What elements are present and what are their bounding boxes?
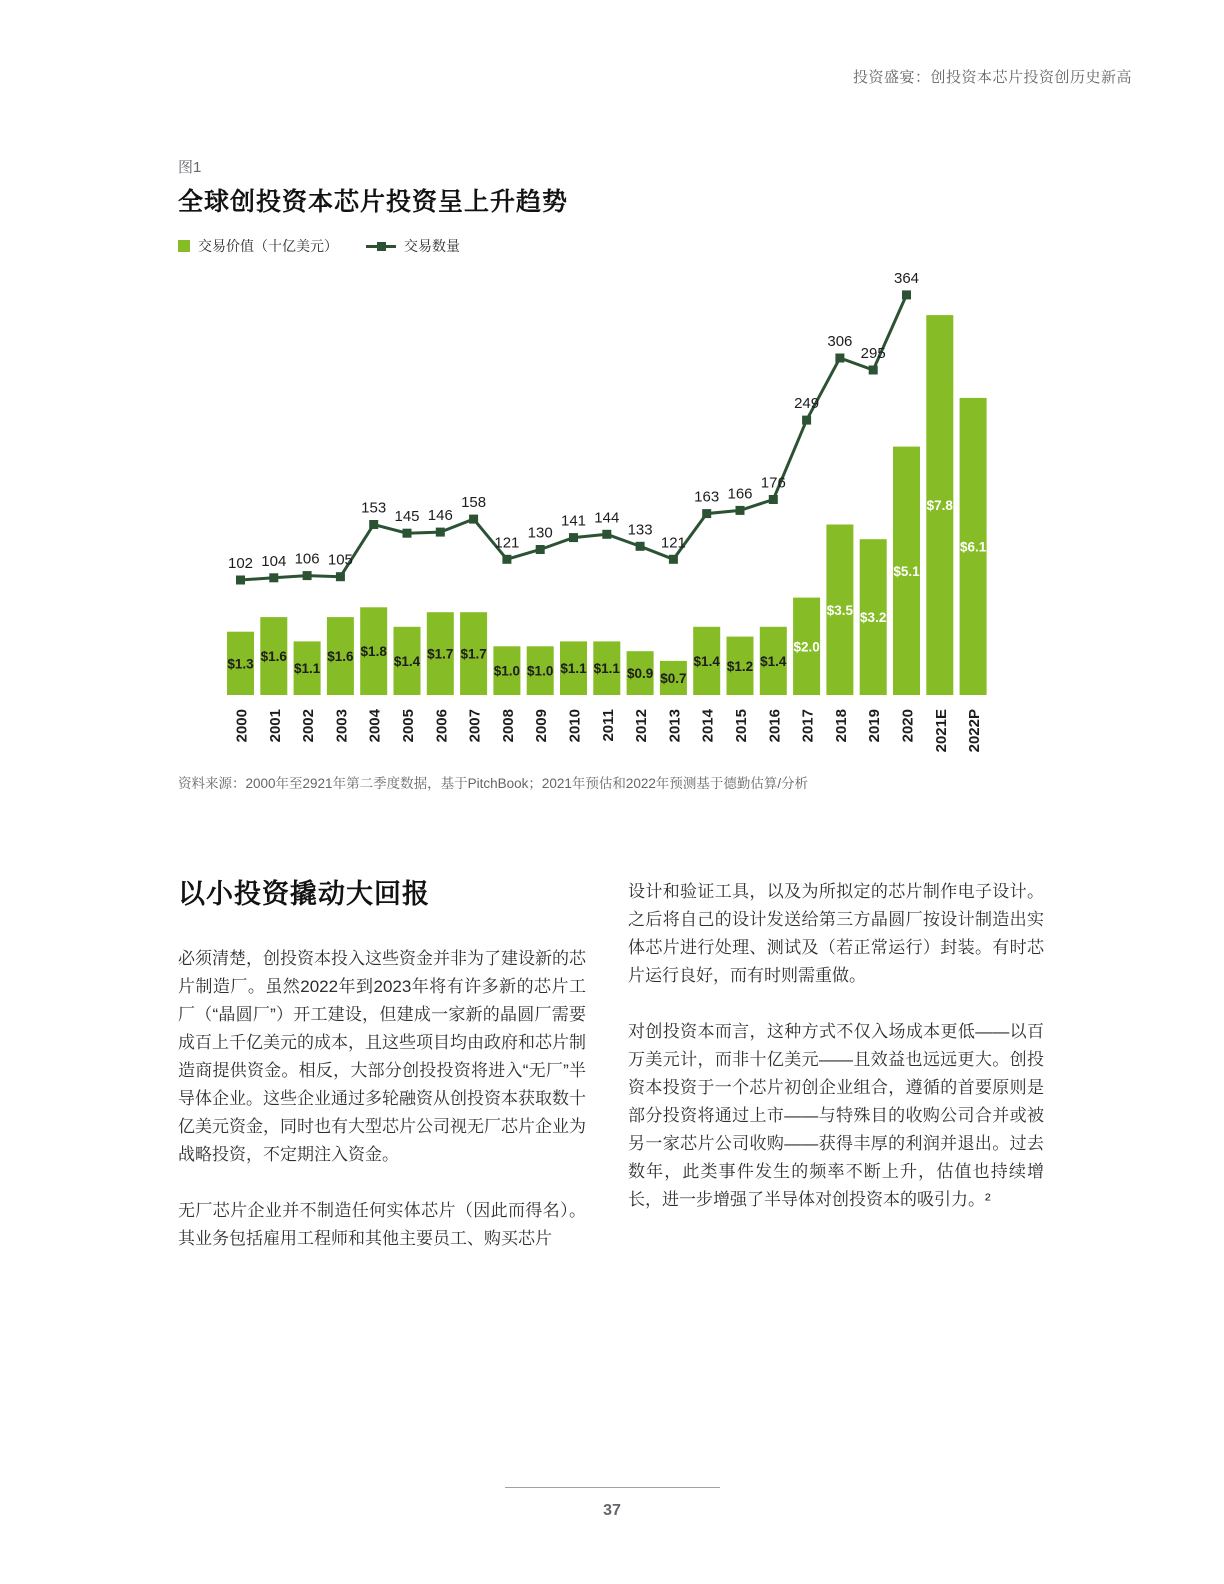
x-axis-label: 2000	[233, 709, 251, 743]
chart-legend	[178, 236, 460, 256]
bar-value-label: $1.1	[593, 661, 620, 677]
combo-chart	[200, 270, 1040, 765]
x-axis-label: 2004	[366, 709, 384, 743]
figure-label: 图1	[178, 159, 202, 176]
legend-line-marker	[377, 242, 386, 251]
line-marker	[769, 495, 778, 504]
line-value-label: 121	[494, 534, 520, 552]
x-axis-label: 2018	[832, 709, 850, 743]
x-axis-label: 2012	[633, 709, 651, 743]
line-value-label: 306	[827, 333, 853, 350]
x-axis-label: 2022P	[966, 709, 984, 753]
bar-value-label: $1.6	[260, 649, 287, 664]
line-value-label: 121	[660, 534, 686, 552]
footer-divider	[505, 1487, 720, 1488]
x-axis-label: 2005	[400, 709, 417, 743]
line-value-label: 166	[727, 485, 753, 503]
x-axis-label: 2001	[266, 709, 284, 743]
article-right-column	[628, 872, 1044, 1281]
legend-label-deal-value: 交易价值（十亿美元）	[198, 238, 338, 254]
legend-label-deal-count: 交易数量	[404, 238, 460, 254]
bar-value-label: $1.4	[393, 653, 421, 669]
x-axis-label: 2011	[599, 709, 617, 742]
line-value-label: 105	[327, 551, 353, 569]
line-marker	[702, 509, 711, 518]
article	[178, 872, 1044, 1281]
line-marker	[436, 528, 445, 537]
bar-value-label: $1.4	[760, 653, 787, 669]
line-marker	[403, 529, 412, 538]
line-marker	[502, 555, 511, 564]
line-marker	[369, 520, 378, 529]
bar-value-label: $1.6	[327, 649, 354, 664]
line-value-label: 158	[461, 494, 487, 512]
bar-value-label: $1.0	[527, 663, 554, 679]
line-value-label: 153	[361, 499, 387, 517]
bar-value-label: $3.5	[826, 602, 854, 618]
line-marker	[236, 576, 245, 585]
chart-source-note: 资料来源：2000年至2921年第二季度数据，基于PitchBook；2021年预估和2022年预测基于德勤估算/分析	[178, 776, 809, 791]
line-marker	[269, 573, 278, 582]
bar-value-label: $1.2	[726, 658, 754, 674]
x-axis-label: 2006	[433, 709, 451, 743]
line-marker	[569, 533, 578, 542]
line-value-label: 295	[860, 345, 886, 362]
line-value-label: 102	[227, 555, 254, 572]
paragraph: 必须清楚，创投资本投入这些资金并非为了建设新的芯片制造厂。虽然2022年到2023年将有许多新的芯片工厂（“晶圆厂”）开工建设，但建成一家新的晶圆厂需要成百上千亿美元的成本，且这些项目均由政府和芯片制造商提供资金。相反，大部分创投投资将进入“无厂”半导体企业。这些企业通过多轮融资从创投资本获取数十亿美元资金，同时也有大型芯片公司视无厂芯片企业为战略投资，不定期注入资金。	[178, 949, 586, 1164]
line-marker	[336, 572, 345, 581]
x-axis-label: 2010	[566, 709, 584, 743]
line-marker	[869, 366, 878, 375]
bar-value-label: $6.1	[959, 539, 987, 555]
line-marker	[536, 545, 545, 554]
bar-value-label: $0.7	[660, 671, 687, 686]
line-marker	[469, 515, 478, 524]
page-number: 37	[603, 1502, 621, 1519]
section-title: 以小投资撬动大回报	[178, 879, 430, 909]
bar-value-label: $5.1	[893, 563, 920, 579]
x-axis-label: 2021E	[932, 709, 950, 753]
bar-value-label: $1.3	[227, 656, 254, 672]
x-axis-label: 2003	[333, 709, 351, 743]
bar-value-label: $7.8	[926, 498, 953, 514]
page-header: 投资盛宴：创投资本芯片投资创历史新高	[852, 69, 1132, 86]
x-axis-label: 2019	[866, 709, 884, 743]
x-axis-label: 2002	[300, 709, 318, 743]
line-marker	[802, 416, 811, 425]
bar-value-label: $1.4	[693, 653, 720, 669]
line-value-label: 130	[527, 524, 553, 542]
line-marker	[602, 530, 611, 539]
figure-title: 全球创投资本芯片投资呈上升趋势	[178, 188, 569, 216]
line-value-label: 145	[394, 508, 420, 526]
line-value-label: 146	[427, 507, 453, 525]
x-axis-label: 2008	[499, 709, 517, 743]
legend-item-deal-count	[366, 236, 460, 256]
bar-value-label: $3.2	[860, 610, 887, 626]
line-marker	[636, 542, 645, 551]
x-axis-label: 2007	[466, 709, 484, 743]
paragraph: 设计和验证工具，以及为所拟定的芯片制作电子设计。之后将自己的设计发送给第三方晶圆厂按设计制造出实体芯片进行处理、测试及（若正常运行）封装。有时芯片运行良好，而有时则需重做。	[628, 882, 1044, 985]
paragraph: 对创投资本而言，这种方式不仅入场成本更低——以百万美元计，而非十亿美元——且效益也远远更大。创投资本投资于一个芯片初创企业组合，遵循的首要原则是部分投资将通过上市——与特殊目的收购公司合并或被另一家芯片公司收购——获得丰厚的利润并退出。过去数年，此类事件发生的频率不断上升，估值也持续增长，进一步增强了半导体对创投资本的吸引力。²	[628, 1022, 1044, 1209]
bar-value-label: $1.1	[560, 661, 587, 677]
line-value-label: 163	[694, 488, 720, 506]
deal-count-legend-icon	[366, 242, 396, 251]
line-value-label: 144	[594, 509, 620, 527]
line-marker	[736, 506, 745, 515]
bar-value-label: $1.7	[427, 646, 454, 662]
line-marker	[303, 571, 312, 580]
x-axis-label: 2013	[666, 709, 684, 743]
deal-value-legend-swatch	[178, 240, 190, 252]
line-value-label: 176	[760, 474, 786, 492]
line-marker	[835, 354, 844, 363]
bar-value-label: $1.7	[460, 646, 487, 662]
x-axis-label: 2017	[799, 709, 817, 743]
paragraph: 无厂芯片企业并不制造任何实体芯片（因此而得名）。其业务包括雇用工程师和其他主要员工、购买芯片	[178, 1201, 586, 1248]
x-axis-label: 2014	[699, 709, 717, 743]
line-value-label: 133	[627, 521, 653, 539]
x-axis-label: 2015	[733, 709, 750, 743]
bar-value-label: $0.9	[626, 666, 654, 682]
line-value-label: 364	[893, 270, 920, 287]
line-value-label: 106	[294, 550, 320, 568]
bar-value-label: $1.8	[360, 644, 387, 660]
line-value-label: 104	[261, 552, 287, 570]
x-axis-label: 2016	[766, 709, 784, 743]
line-value-label: 249	[794, 395, 820, 413]
line-value-label: 141	[560, 512, 587, 530]
bar-value-label: $2.0	[793, 639, 820, 655]
legend-item-deal-value	[178, 236, 338, 256]
x-axis-label: 2009	[533, 709, 551, 743]
bar-value-label: $1.0	[493, 663, 521, 679]
article-left-column	[178, 872, 586, 1281]
line-marker	[669, 555, 678, 564]
bar-value-label: $1.1	[293, 661, 321, 677]
x-axis-label: 2020	[899, 709, 917, 743]
line-marker	[902, 290, 911, 299]
